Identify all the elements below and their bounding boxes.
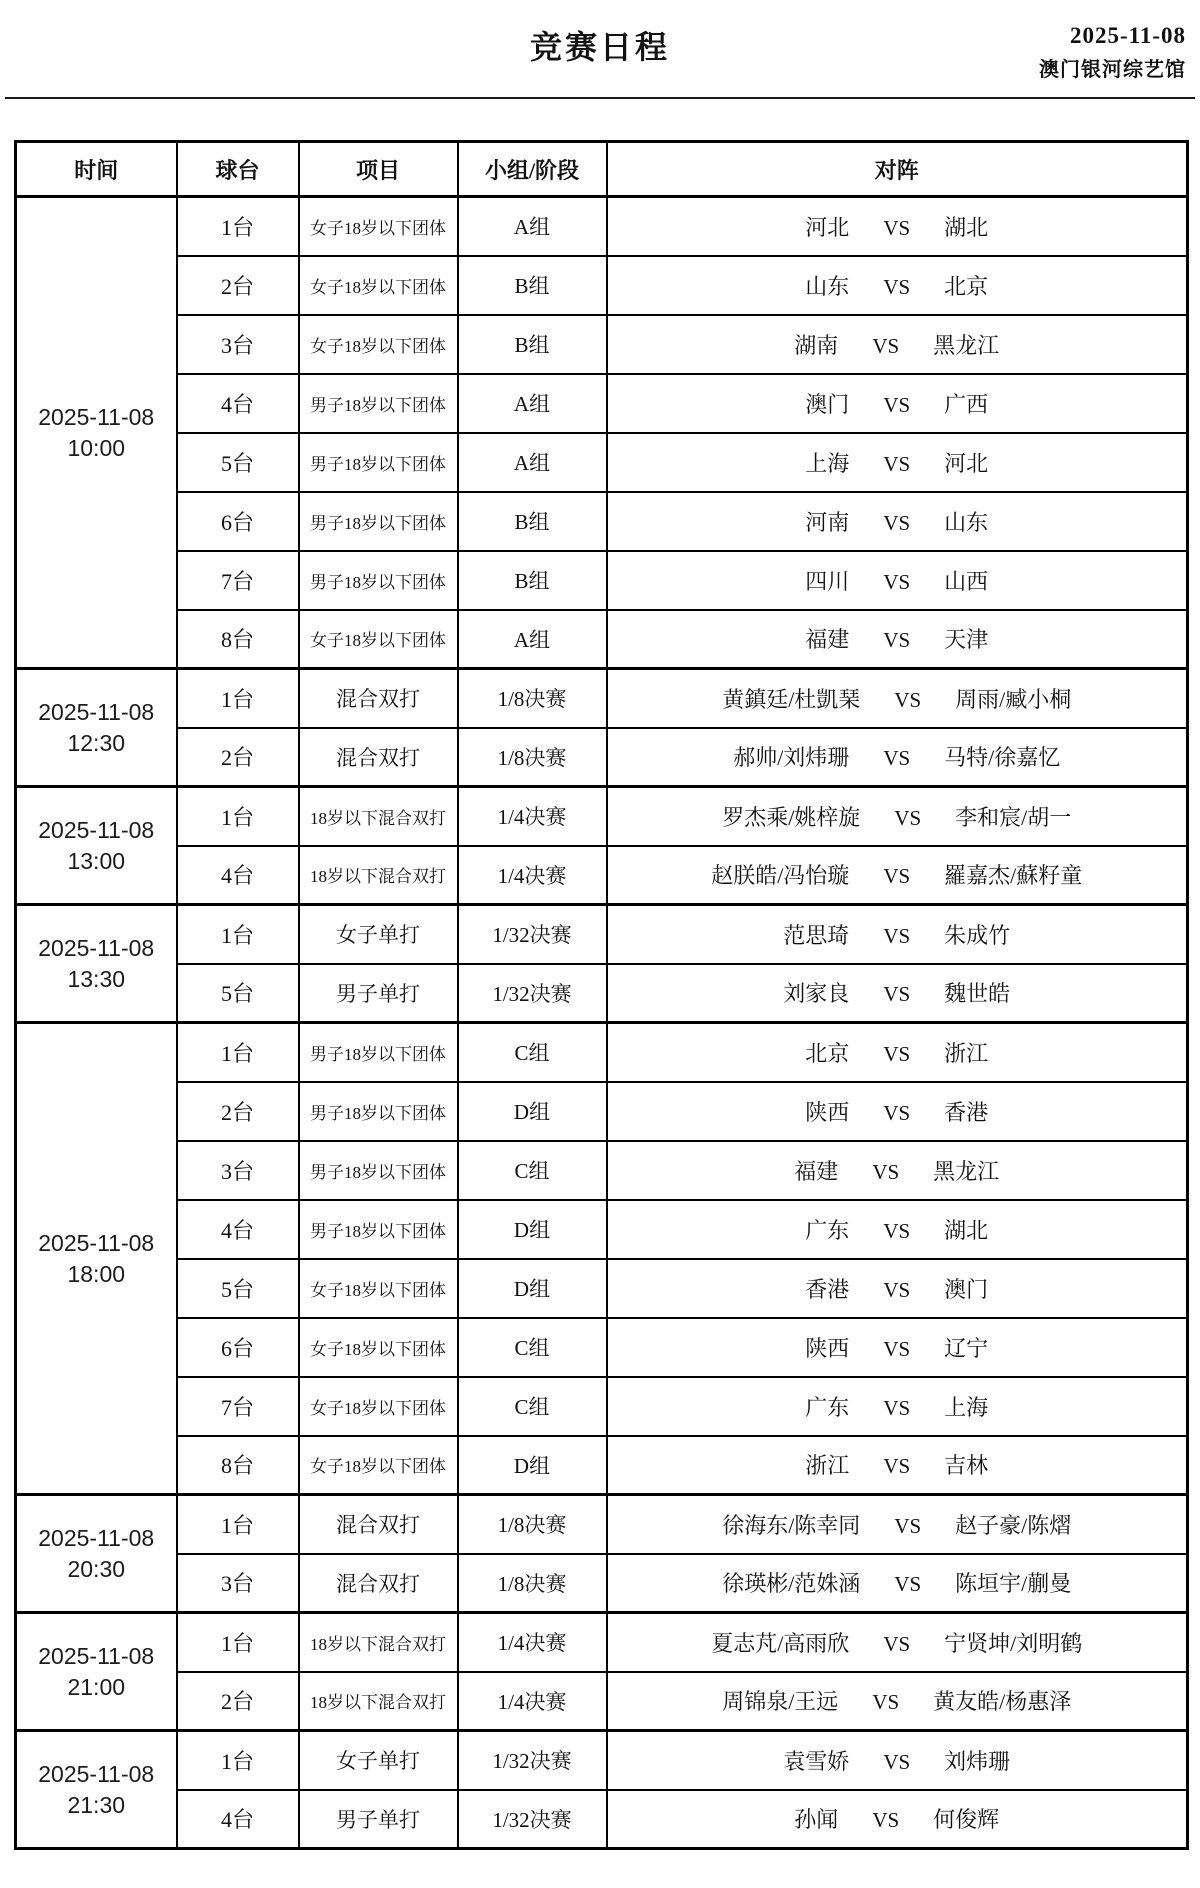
event-cell: 男子单打 xyxy=(299,1790,458,1849)
vs-label: VS xyxy=(883,746,911,771)
matchup-cell xyxy=(607,905,1188,964)
stage-cell: 1/32决赛 xyxy=(458,905,607,964)
event-cell: 女子18岁以下团体 xyxy=(299,256,458,315)
away-team: 李和宸/胡一 xyxy=(955,804,1072,830)
matchup-cell xyxy=(607,669,1188,728)
matchup-cell xyxy=(607,1141,1188,1200)
stage-cell: 1/4决赛 xyxy=(458,846,607,905)
header-divider xyxy=(5,97,1195,99)
matchup-cell xyxy=(607,1495,1188,1554)
vs-label: VS xyxy=(883,982,911,1007)
stage-cell: B组 xyxy=(458,551,607,610)
stage-cell: D组 xyxy=(458,1082,607,1141)
matchup-cell xyxy=(607,1259,1188,1318)
home-team: 香港 xyxy=(805,1276,850,1302)
matchup-cell xyxy=(607,610,1188,669)
header-row xyxy=(16,142,1188,197)
table-row xyxy=(16,1495,1188,1554)
table-row xyxy=(16,1790,1188,1849)
away-team: 宁贤坤/刘明鹤 xyxy=(944,1630,1083,1656)
home-team: 澳门 xyxy=(805,391,850,417)
table-no-cell: 6台 xyxy=(177,1318,299,1377)
vs-label: VS xyxy=(894,805,922,830)
away-team: 天津 xyxy=(944,627,989,653)
matchup-cell xyxy=(607,492,1188,551)
vs-label: VS xyxy=(883,1218,911,1243)
session-time: 20:30 xyxy=(67,1555,126,1582)
table-row xyxy=(16,1672,1188,1731)
event-cell: 18岁以下混合双打 xyxy=(299,1672,458,1731)
matchup-cell xyxy=(607,846,1188,905)
event-cell: 18岁以下混合双打 xyxy=(299,787,458,846)
home-team: 赵朕皓/冯怡璇 xyxy=(711,863,850,889)
table-row xyxy=(16,1436,1188,1495)
vs-label: VS xyxy=(883,274,911,299)
matchup-cell xyxy=(607,374,1188,433)
session-date: 2025-11-08 xyxy=(38,1642,155,1669)
session-time-cell xyxy=(16,905,177,1023)
table-no-cell: 8台 xyxy=(177,610,299,669)
home-team: 刘家良 xyxy=(783,981,850,1007)
matchup-cell xyxy=(607,1672,1188,1731)
stage-cell: 1/8决赛 xyxy=(458,1495,607,1554)
event-cell: 18岁以下混合双打 xyxy=(299,1613,458,1672)
table-row xyxy=(16,1259,1188,1318)
away-team: 澳门 xyxy=(944,1276,989,1302)
stage-cell: 1/8决赛 xyxy=(458,1554,607,1613)
vs-label: VS xyxy=(872,1159,900,1184)
away-team: 山东 xyxy=(944,509,989,535)
away-team: 黄友皓/杨惠泽 xyxy=(933,1689,1072,1715)
stage-cell: 1/8决赛 xyxy=(458,728,607,787)
away-team: 魏世皓 xyxy=(944,981,1011,1007)
table-row xyxy=(16,1200,1188,1259)
event-cell: 混合双打 xyxy=(299,669,458,728)
table-no-cell: 8台 xyxy=(177,1436,299,1495)
session-time-cell xyxy=(16,787,177,905)
matchup-cell xyxy=(607,1790,1188,1849)
session-time-cell xyxy=(16,197,177,669)
matchup-cell xyxy=(607,315,1188,374)
home-team: 湖南 xyxy=(794,332,839,358)
vs-label: VS xyxy=(883,1454,911,1479)
event-cell: 女子18岁以下团体 xyxy=(299,610,458,669)
session-date: 2025-11-08 xyxy=(38,403,155,430)
vs-label: VS xyxy=(883,1277,911,1302)
stage-cell: C组 xyxy=(458,1377,607,1436)
table-row xyxy=(16,1554,1188,1613)
stage-cell: D组 xyxy=(458,1436,607,1495)
away-team: 香港 xyxy=(944,1099,989,1125)
stage-cell: C组 xyxy=(458,1141,607,1200)
session-time-cell xyxy=(16,669,177,787)
table-no-cell: 1台 xyxy=(177,197,299,256)
page-title: 竞赛日程 xyxy=(529,29,670,65)
matchup-cell xyxy=(607,1023,1188,1082)
away-team: 山西 xyxy=(944,568,989,594)
away-team: 赵子豪/陈熠 xyxy=(955,1512,1072,1538)
stage-cell: 1/4决赛 xyxy=(458,1672,607,1731)
vs-label: VS xyxy=(883,1336,911,1361)
event-cell: 女子18岁以下团体 xyxy=(299,1318,458,1377)
col-header-time: 时间 xyxy=(16,142,177,197)
table-no-cell: 2台 xyxy=(177,256,299,315)
home-team: 徐海东/陈幸同 xyxy=(722,1512,861,1538)
away-team: 浙江 xyxy=(944,1040,989,1066)
table-no-cell: 2台 xyxy=(177,1672,299,1731)
vs-label: VS xyxy=(872,1808,900,1833)
vs-label: VS xyxy=(883,1041,911,1066)
col-header-matchup: 对阵 xyxy=(607,142,1188,197)
matchup-cell xyxy=(607,1318,1188,1377)
matchup-cell xyxy=(607,551,1188,610)
event-cell: 男子18岁以下团体 xyxy=(299,551,458,610)
table-no-cell: 2台 xyxy=(177,1082,299,1141)
table-row xyxy=(16,374,1188,433)
away-team: 何俊辉 xyxy=(933,1807,1000,1833)
event-cell: 女子18岁以下团体 xyxy=(299,1377,458,1436)
session-time-cell xyxy=(16,1495,177,1613)
event-cell: 混合双打 xyxy=(299,1554,458,1613)
vs-label: VS xyxy=(883,392,911,417)
table-no-cell: 2台 xyxy=(177,728,299,787)
table-row xyxy=(16,846,1188,905)
event-cell: 男子18岁以下团体 xyxy=(299,492,458,551)
event-cell: 男子单打 xyxy=(299,964,458,1023)
away-team: 辽宁 xyxy=(944,1335,989,1361)
table-no-cell: 1台 xyxy=(177,1495,299,1554)
home-team: 浙江 xyxy=(805,1453,850,1479)
vs-label: VS xyxy=(883,1395,911,1420)
session-time: 13:30 xyxy=(67,965,126,992)
col-header-event: 项目 xyxy=(299,142,458,197)
header-meta xyxy=(1039,24,1186,80)
col-header-table: 球台 xyxy=(177,142,299,197)
matchup-cell xyxy=(607,787,1188,846)
event-cell: 男子18岁以下团体 xyxy=(299,1141,458,1200)
event-cell: 女子18岁以下团体 xyxy=(299,315,458,374)
home-team: 陕西 xyxy=(805,1335,850,1361)
away-team: 朱成竹 xyxy=(944,922,1011,948)
table-row xyxy=(16,551,1188,610)
away-team: 北京 xyxy=(944,273,989,299)
session-time: 12:30 xyxy=(67,729,126,756)
event-cell: 男子18岁以下团体 xyxy=(299,1082,458,1141)
table-no-cell: 1台 xyxy=(177,1023,299,1082)
vs-label: VS xyxy=(883,864,911,889)
stage-cell: A组 xyxy=(458,197,607,256)
stage-cell: 1/4决赛 xyxy=(458,1613,607,1672)
session-date: 2025-11-08 xyxy=(38,1229,155,1256)
home-team: 陕西 xyxy=(805,1099,850,1125)
table-no-cell: 3台 xyxy=(177,1554,299,1613)
table-row xyxy=(16,1318,1188,1377)
home-team: 范思琦 xyxy=(783,922,850,948)
table-no-cell: 4台 xyxy=(177,1200,299,1259)
home-team: 北京 xyxy=(805,1040,850,1066)
vs-label: VS xyxy=(883,1631,911,1656)
table-no-cell: 4台 xyxy=(177,846,299,905)
event-cell: 女子单打 xyxy=(299,905,458,964)
home-team: 周锦泉/王远 xyxy=(722,1689,839,1715)
table-row xyxy=(16,197,1188,256)
table-no-cell: 5台 xyxy=(177,964,299,1023)
matchup-cell xyxy=(607,433,1188,492)
stage-cell: 1/8决赛 xyxy=(458,669,607,728)
away-team: 广西 xyxy=(944,391,989,417)
event-cell: 混合双打 xyxy=(299,728,458,787)
away-team: 河北 xyxy=(944,450,989,476)
table-no-cell: 1台 xyxy=(177,787,299,846)
table-row xyxy=(16,1377,1188,1436)
session-date: 2025-11-08 xyxy=(38,698,155,725)
matchup-cell xyxy=(607,964,1188,1023)
table-row xyxy=(16,905,1188,964)
header-venue: 澳门银河综艺馆 xyxy=(1039,59,1186,81)
away-team: 刘炜珊 xyxy=(944,1748,1011,1774)
matchup-cell xyxy=(607,1436,1188,1495)
session-time-cell xyxy=(16,1613,177,1731)
table-no-cell: 5台 xyxy=(177,433,299,492)
stage-cell: 1/32决赛 xyxy=(458,1731,607,1790)
matchup-cell xyxy=(607,728,1188,787)
table-no-cell: 1台 xyxy=(177,905,299,964)
matchup-cell xyxy=(607,1082,1188,1141)
vs-label: VS xyxy=(894,687,922,712)
matchup-cell xyxy=(607,1200,1188,1259)
vs-label: VS xyxy=(872,333,900,358)
session-date: 2025-11-08 xyxy=(38,1760,155,1787)
away-team: 黑龙江 xyxy=(933,332,1000,358)
stage-cell: C组 xyxy=(458,1318,607,1377)
table-no-cell: 3台 xyxy=(177,315,299,374)
table-row xyxy=(16,669,1188,728)
table-row xyxy=(16,1082,1188,1141)
event-cell: 女子单打 xyxy=(299,1731,458,1790)
vs-label: VS xyxy=(883,1749,911,1774)
home-team: 福建 xyxy=(794,1158,839,1184)
session-time: 18:00 xyxy=(67,1260,126,1287)
vs-label: VS xyxy=(894,1572,922,1597)
event-cell: 女子18岁以下团体 xyxy=(299,197,458,256)
stage-cell: A组 xyxy=(458,433,607,492)
vs-label: VS xyxy=(883,215,911,240)
stage-cell: B组 xyxy=(458,492,607,551)
table-row xyxy=(16,787,1188,846)
session-time-cell xyxy=(16,1731,177,1849)
away-team: 湖北 xyxy=(944,214,989,240)
event-cell: 女子18岁以下团体 xyxy=(299,1259,458,1318)
stage-cell: 1/32决赛 xyxy=(458,964,607,1023)
vs-label: VS xyxy=(883,451,911,476)
header-date: 2025-11-08 xyxy=(1069,23,1186,48)
vs-label: VS xyxy=(894,1513,922,1538)
table-no-cell: 4台 xyxy=(177,374,299,433)
session-time-cell xyxy=(16,1023,177,1495)
event-cell: 混合双打 xyxy=(299,1495,458,1554)
table-row xyxy=(16,728,1188,787)
table-row xyxy=(16,315,1188,374)
table-no-cell: 7台 xyxy=(177,551,299,610)
table-row xyxy=(16,256,1188,315)
away-team: 吉林 xyxy=(944,1453,989,1479)
table-row xyxy=(16,610,1188,669)
matchup-cell xyxy=(607,1377,1188,1436)
session-date: 2025-11-08 xyxy=(38,1524,155,1551)
table-row xyxy=(16,1731,1188,1790)
event-cell: 女子18岁以下团体 xyxy=(299,1436,458,1495)
table-no-cell: 7台 xyxy=(177,1377,299,1436)
table-no-cell: 1台 xyxy=(177,1731,299,1790)
session-time: 13:00 xyxy=(67,847,126,874)
table-no-cell: 1台 xyxy=(177,1613,299,1672)
home-team: 夏志芃/高雨欣 xyxy=(711,1630,850,1656)
matchup-cell xyxy=(607,1731,1188,1790)
table-no-cell: 5台 xyxy=(177,1259,299,1318)
table-row xyxy=(16,1141,1188,1200)
col-header-stage: 小组/阶段 xyxy=(458,142,607,197)
vs-label: VS xyxy=(883,628,911,653)
stage-cell: 1/32决赛 xyxy=(458,1790,607,1849)
home-team: 罗杰乘/姚梓旋 xyxy=(722,804,861,830)
away-team: 马特/徐嘉忆 xyxy=(944,745,1061,771)
stage-cell: B组 xyxy=(458,315,607,374)
home-team: 广东 xyxy=(805,1217,850,1243)
session-date: 2025-11-08 xyxy=(38,934,155,961)
table-row xyxy=(16,433,1188,492)
stage-cell: D组 xyxy=(458,1259,607,1318)
event-cell: 男子18岁以下团体 xyxy=(299,433,458,492)
event-cell: 18岁以下混合双打 xyxy=(299,846,458,905)
matchup-cell xyxy=(607,1554,1188,1613)
session-time: 21:30 xyxy=(67,1791,126,1818)
table-row xyxy=(16,964,1188,1023)
matchup-cell xyxy=(607,197,1188,256)
home-team: 上海 xyxy=(805,450,850,476)
home-team: 福建 xyxy=(805,627,850,653)
session-time: 21:00 xyxy=(67,1673,126,1700)
page-header xyxy=(0,0,1200,97)
table-row xyxy=(16,1023,1188,1082)
matchup-cell xyxy=(607,256,1188,315)
away-team: 羅嘉杰/蘇籽童 xyxy=(944,863,1083,889)
away-team: 周雨/臧小桐 xyxy=(955,686,1072,712)
home-team: 河南 xyxy=(805,509,850,535)
away-team: 湖北 xyxy=(944,1217,989,1243)
table-row xyxy=(16,1613,1188,1672)
home-team: 河北 xyxy=(805,214,850,240)
table-row xyxy=(16,492,1188,551)
vs-label: VS xyxy=(883,1100,911,1125)
home-team: 徐瑛彬/范姝涵 xyxy=(722,1571,861,1597)
home-team: 袁雪娇 xyxy=(783,1748,850,1774)
home-team: 广东 xyxy=(805,1394,850,1420)
away-team: 黑龙江 xyxy=(933,1158,1000,1184)
vs-label: VS xyxy=(883,569,911,594)
session-date: 2025-11-08 xyxy=(38,816,155,843)
vs-label: VS xyxy=(883,510,911,535)
table-no-cell: 3台 xyxy=(177,1141,299,1200)
event-cell: 男子18岁以下团体 xyxy=(299,1200,458,1259)
vs-label: VS xyxy=(872,1690,900,1715)
session-time: 10:00 xyxy=(67,434,126,461)
stage-cell: D组 xyxy=(458,1200,607,1259)
event-cell: 男子18岁以下团体 xyxy=(299,374,458,433)
home-team: 孙闻 xyxy=(794,1807,839,1833)
away-team: 陈垣宇/蒯曼 xyxy=(955,1571,1072,1597)
stage-cell: 1/4决赛 xyxy=(458,787,607,846)
home-team: 黄鎮廷/杜凱琹 xyxy=(722,686,861,712)
home-team: 四川 xyxy=(805,568,850,594)
matchup-cell xyxy=(607,1613,1188,1672)
home-team: 郝帅/刘炜珊 xyxy=(733,745,850,771)
stage-cell: B组 xyxy=(458,256,607,315)
home-team: 山东 xyxy=(805,273,850,299)
vs-label: VS xyxy=(883,923,911,948)
stage-cell: A组 xyxy=(458,610,607,669)
table-no-cell: 4台 xyxy=(177,1790,299,1849)
stage-cell: A组 xyxy=(458,374,607,433)
away-team: 上海 xyxy=(944,1394,989,1420)
event-cell: 男子18岁以下团体 xyxy=(299,1023,458,1082)
table-no-cell: 1台 xyxy=(177,669,299,728)
table-no-cell: 6台 xyxy=(177,492,299,551)
stage-cell: C组 xyxy=(458,1023,607,1082)
schedule-table xyxy=(14,140,1189,1850)
